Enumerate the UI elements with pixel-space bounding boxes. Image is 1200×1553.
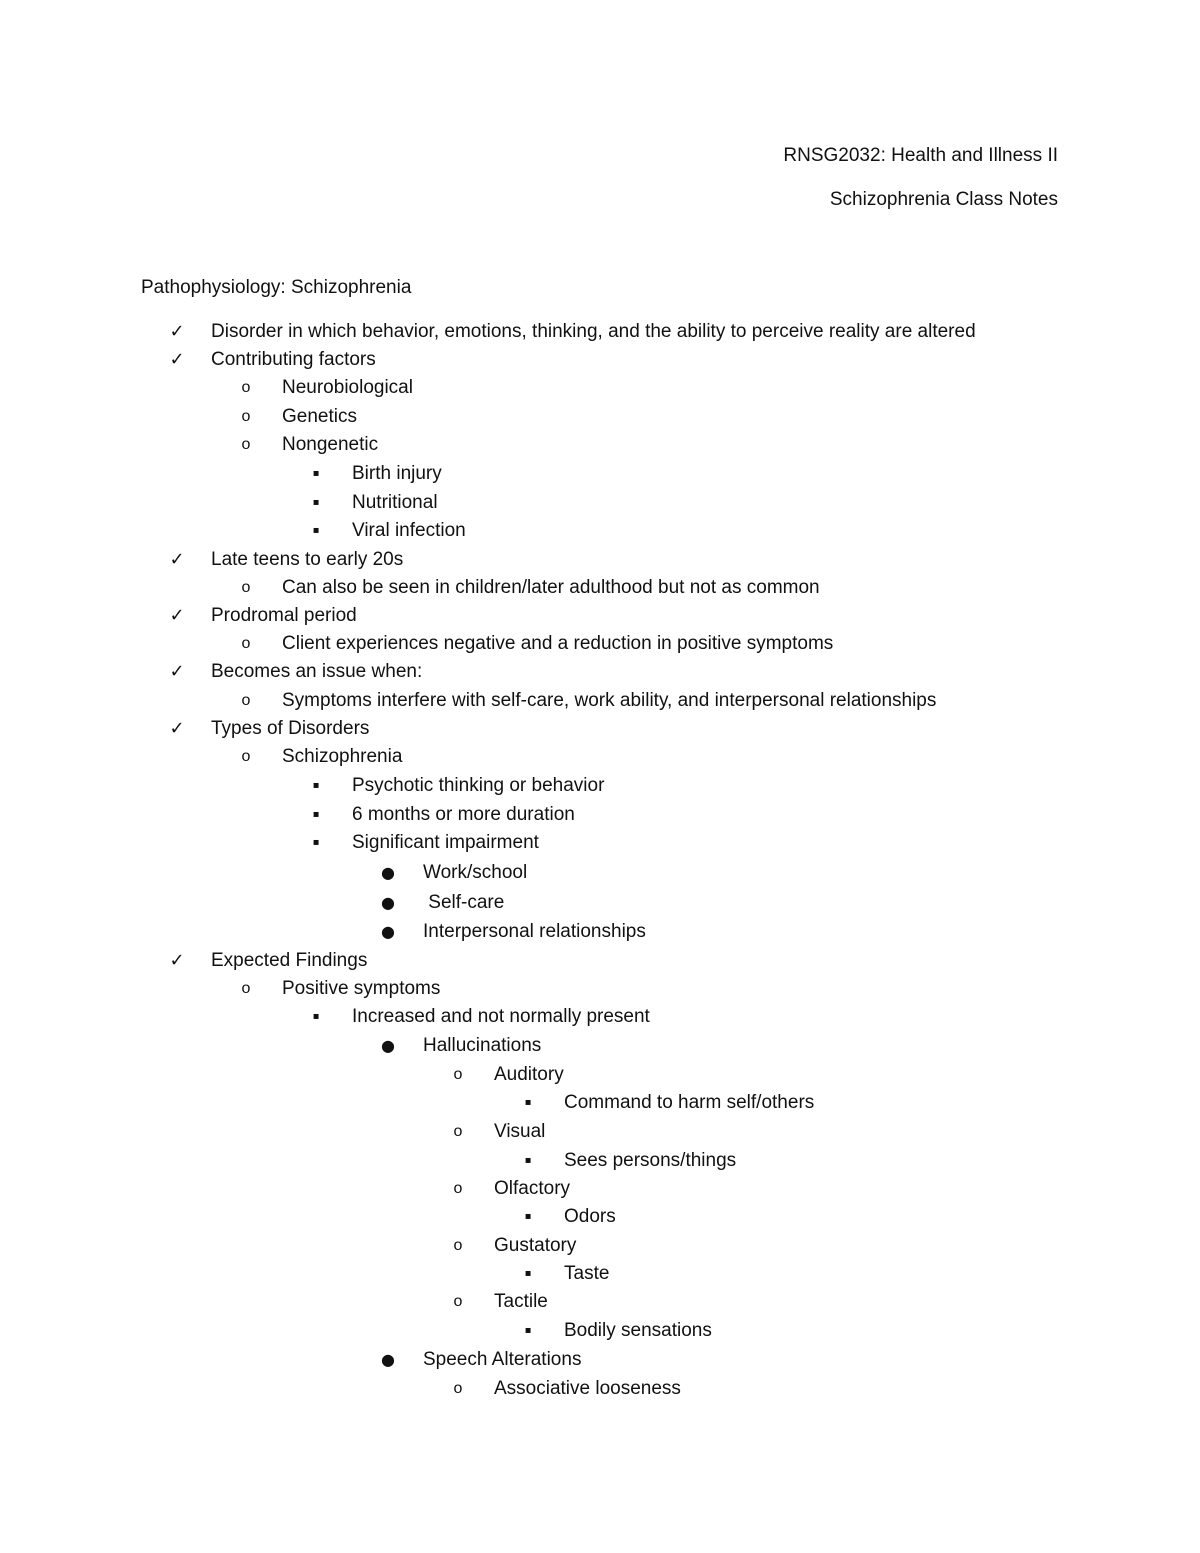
list-item-text: Command to harm self/others (564, 1092, 815, 1113)
circle-bullet-icon: o (453, 1123, 463, 1140)
circle-bullet-icon: o (241, 748, 251, 765)
list-item-text: Birth injury (352, 463, 442, 484)
square-bullet-icon: ▪ (524, 1097, 532, 1108)
square-bullet-icon: ▪ (312, 837, 320, 848)
circle-bullet-icon: o (453, 1237, 463, 1254)
dot-bullet-icon: ● (381, 1350, 395, 1369)
list-item-text: Becomes an issue when: (211, 661, 423, 682)
dot-bullet-icon: ● (381, 1036, 395, 1055)
list-item-text: Self-care (423, 892, 505, 913)
circle-bullet-icon: o (241, 692, 251, 709)
dot-bullet-icon: ● (381, 922, 395, 941)
course-title: RNSG2032: Health and Illness II (783, 145, 1058, 166)
list-item-text: Can also be seen in children/later adulthood but not as common (282, 577, 820, 598)
list-item-text: Prodromal period (211, 605, 357, 626)
list-item-text: Gustatory (494, 1235, 577, 1256)
list-item-text: Hallucinations (423, 1035, 542, 1056)
square-bullet-icon: ▪ (524, 1268, 532, 1279)
circle-bullet-icon: o (453, 1066, 463, 1083)
circle-bullet-icon: o (241, 635, 251, 652)
check-icon: ✓ (169, 321, 185, 342)
list-item-text: Tactile (494, 1291, 548, 1312)
circle-bullet-icon: o (453, 1180, 463, 1197)
list-item-text: Genetics (282, 406, 357, 427)
list-item-text: Symptoms interfere with self-care, work ability, and interpersonal relationships (282, 690, 937, 711)
square-bullet-icon: ▪ (524, 1211, 532, 1222)
circle-bullet-icon: o (241, 408, 251, 425)
dot-bullet-icon: ● (381, 893, 395, 912)
list-item-text: Speech Alterations (423, 1349, 582, 1370)
circle-bullet-icon: o (241, 980, 251, 997)
list-item-text: Expected Findings (211, 950, 368, 971)
check-icon: ✓ (169, 661, 185, 682)
circle-bullet-icon: o (241, 436, 251, 453)
list-item-text: Viral infection (352, 520, 466, 541)
list-item-text: Nutritional (352, 492, 438, 513)
list-item-text: Contributing factors (211, 349, 376, 370)
square-bullet-icon: ▪ (312, 497, 320, 508)
list-item-text: Work/school (423, 862, 528, 883)
square-bullet-icon: ▪ (524, 1325, 532, 1336)
circle-bullet-icon: o (453, 1293, 463, 1310)
list-item-text: Late teens to early 20s (211, 549, 404, 570)
list-item-text: Types of Disorders (211, 718, 370, 739)
list-item-text: Client experiences negative and a reduction in positive symptoms (282, 633, 834, 654)
list-item-text: Taste (564, 1263, 610, 1284)
list-item-text: Increased and not normally present (352, 1006, 650, 1027)
list-item-text: Associative looseness (494, 1378, 681, 1399)
list-item-text: Significant impairment (352, 832, 539, 853)
list-item-text: Disorder in which behavior, emotions, thinking, and the ability to perceive reality are altered (211, 321, 976, 342)
square-bullet-icon: ▪ (312, 468, 320, 479)
list-item-text: Neurobiological (282, 377, 413, 398)
list-item-text: 6 months or more duration (352, 804, 575, 825)
list-item-text: Auditory (494, 1064, 564, 1085)
list-item-text: Psychotic thinking or behavior (352, 775, 605, 796)
check-icon: ✓ (169, 349, 185, 370)
square-bullet-icon: ▪ (312, 809, 320, 820)
list-item-text: Olfactory (494, 1178, 571, 1199)
circle-bullet-icon: o (241, 579, 251, 596)
list-item-text: Schizophrenia (282, 746, 403, 767)
list-item-text: Interpersonal relationships (423, 921, 646, 942)
check-icon: ✓ (169, 718, 185, 739)
circle-bullet-icon: o (241, 379, 251, 396)
notes-subtitle: Schizophrenia Class Notes (829, 189, 1058, 210)
list-item-text: Sees persons/things (564, 1150, 737, 1171)
list-item-text: Odors (564, 1206, 616, 1227)
square-bullet-icon: ▪ (312, 1011, 320, 1022)
list-item-text: Bodily sensations (564, 1320, 712, 1341)
square-bullet-icon: ▪ (524, 1155, 532, 1166)
section-title: Pathophysiology: Schizophrenia (141, 277, 412, 298)
square-bullet-icon: ▪ (312, 525, 320, 536)
list-item-text: Positive symptoms (282, 978, 441, 999)
check-icon: ✓ (169, 605, 185, 626)
circle-bullet-icon: o (453, 1380, 463, 1397)
dot-bullet-icon: ● (381, 863, 395, 882)
square-bullet-icon: ▪ (312, 780, 320, 791)
check-icon: ✓ (169, 549, 185, 570)
list-item-text: Visual (494, 1121, 546, 1142)
check-icon: ✓ (169, 950, 185, 971)
list-item-text: Nongenetic (282, 434, 379, 455)
